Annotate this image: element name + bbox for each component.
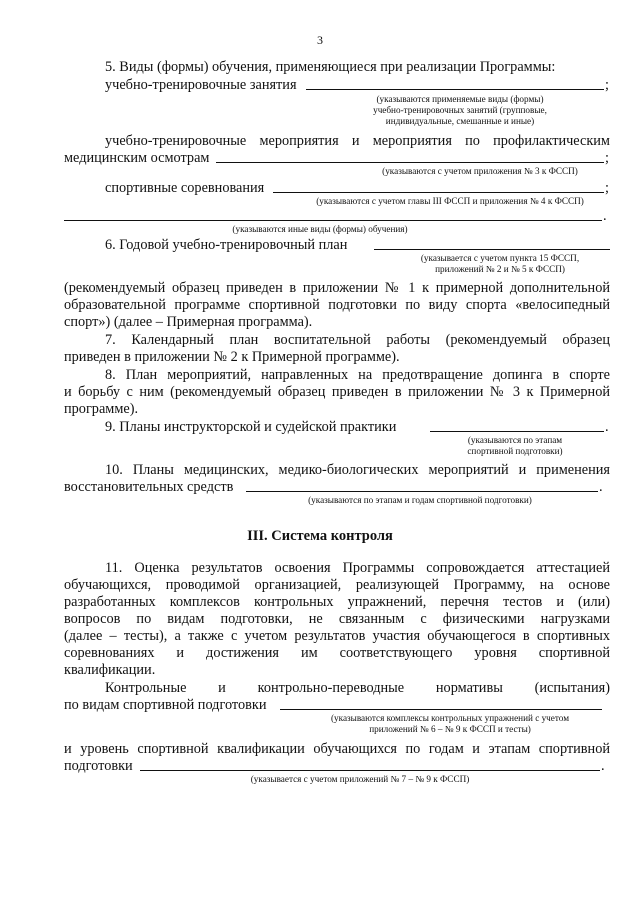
- item-8-text-3: программе).: [64, 401, 139, 417]
- item-11-text-4: вопросов по видам подготовки, не связанным с физическими нагрузками: [64, 611, 610, 627]
- section-heading: III. Система контроля: [247, 528, 393, 544]
- item-6-text-1: (рекомендуемый образец приведен в приложении № 1 к примерной дополнительной: [64, 280, 610, 296]
- item-11-text-6: соревнованиях и достижения им соответствующего уровня спортивной: [64, 645, 610, 661]
- item-5-camps-line2: медицинским осмотрам: [64, 150, 210, 166]
- item-5-title: 5. Виды (формы) обучения, применяющиеся при реализации Программы:: [105, 59, 556, 75]
- item-8-text-2: и борьбу с ним (рекомендуемый образец приведен в приложении № 3 к Примерной: [64, 384, 610, 400]
- caption-8a: (указываются комплексы контрольных упражнений с учетом: [330, 713, 570, 723]
- fill-line: [374, 249, 610, 250]
- caption-3: (указываются с учетом главы III ФССП и приложения № 4 к ФССП): [316, 196, 584, 206]
- fill-line: [280, 709, 602, 710]
- fill-line: [246, 491, 598, 492]
- fill-line: [140, 770, 600, 771]
- fill-line: [306, 89, 604, 90]
- qualification-text-2: подготовки: [64, 758, 133, 774]
- item-11-text-7: квалификации.: [64, 662, 156, 678]
- punct: ;: [605, 150, 609, 166]
- item-11-text-1: 11. Оценка результатов освоения Программы сопровождается аттестацией: [105, 560, 610, 576]
- caption-4: (указываются иные виды (формы) обучения): [232, 224, 408, 234]
- punct: .: [601, 758, 605, 774]
- punct: .: [603, 208, 607, 224]
- item-10-text-1: 10. Планы медицинских, медико-биологических мероприятий и применения: [105, 462, 610, 478]
- item-5-competitions-label: спортивные соревнования: [105, 180, 265, 196]
- standards-text-2: по видам спортивной подготовки: [64, 697, 267, 713]
- fill-line: [216, 162, 604, 163]
- punct: .: [599, 479, 603, 495]
- caption-5a: (указывается с учетом пункта 15 ФССП,: [420, 253, 580, 263]
- caption-1b: учебно-тренировочных занятий (групповые,: [373, 105, 547, 115]
- item-11-text-3: разработанных комплексов контрольных упражнений, перечня тестов и (или): [64, 594, 610, 610]
- item-5-camps-line1: учебно-тренировочные мероприятия и мероприятия по профилактическим: [105, 133, 610, 149]
- item-11-text-5: (далее – тесты), а также с учетом результатов участия обучающегося в спортивных: [64, 628, 610, 644]
- punct: ;: [605, 77, 609, 93]
- fill-line: [64, 220, 602, 221]
- caption-1c: индивидуальные, смешанные и иные): [385, 116, 535, 126]
- item-7-text-1: 7. Календарный план воспитательной работы (рекомендуемый образец: [105, 332, 610, 348]
- item-9-title: 9. Планы инструкторской и судейской практики: [105, 419, 397, 435]
- fill-line: [273, 192, 604, 193]
- item-10-text-2: восстановительных средств: [64, 479, 234, 495]
- item-7-text-2: приведен в приложении № 2 к Примерной программе).: [64, 349, 400, 365]
- page-number: 3: [317, 33, 323, 47]
- item-8-text-1: 8. План мероприятий, направленных на предотвращение допинга в спорте: [105, 367, 610, 383]
- caption-6b: спортивной подготовки): [467, 446, 563, 456]
- standards-text-1: Контрольные и контрольно-переводные нормативы (испытания): [105, 680, 610, 696]
- item-6-text-2: образовательной программе спортивной подготовки по виду спорта «велосипедный: [64, 297, 610, 313]
- caption-1a: (указываются применяемые виды (формы): [376, 94, 544, 104]
- item-6-title: 6. Годовой учебно-тренировочный план: [105, 237, 348, 253]
- item-11-text-2: обучающихся, проводимой организацией, реализующей Программу, на основе: [64, 577, 610, 593]
- fill-line: [430, 431, 604, 432]
- caption-9: (указывается с учетом приложений № 7 – № 9 к ФССП): [250, 774, 470, 784]
- punct: ;: [605, 180, 609, 196]
- caption-8b: приложений № 6 – № 9 к ФССП и тесты): [369, 724, 531, 734]
- caption-7: (указываются по этапам и годам спортивной подготовки): [308, 495, 532, 505]
- caption-5b: приложений № 2 и № 5 к ФССП): [435, 264, 565, 274]
- qualification-text-1: и уровень спортивной квалификации обучающихся по годам и этапам спортивной: [64, 741, 610, 757]
- punct: .: [605, 419, 609, 435]
- caption-6a: (указываются по этапам: [467, 435, 563, 445]
- item-5-training-sessions-label: учебно-тренировочные занятия: [105, 77, 297, 93]
- caption-2: (указываются с учетом приложения № 3 к ФССП): [382, 166, 578, 176]
- item-6-text-3: спорт») (далее – Примерная программа).: [64, 314, 313, 330]
